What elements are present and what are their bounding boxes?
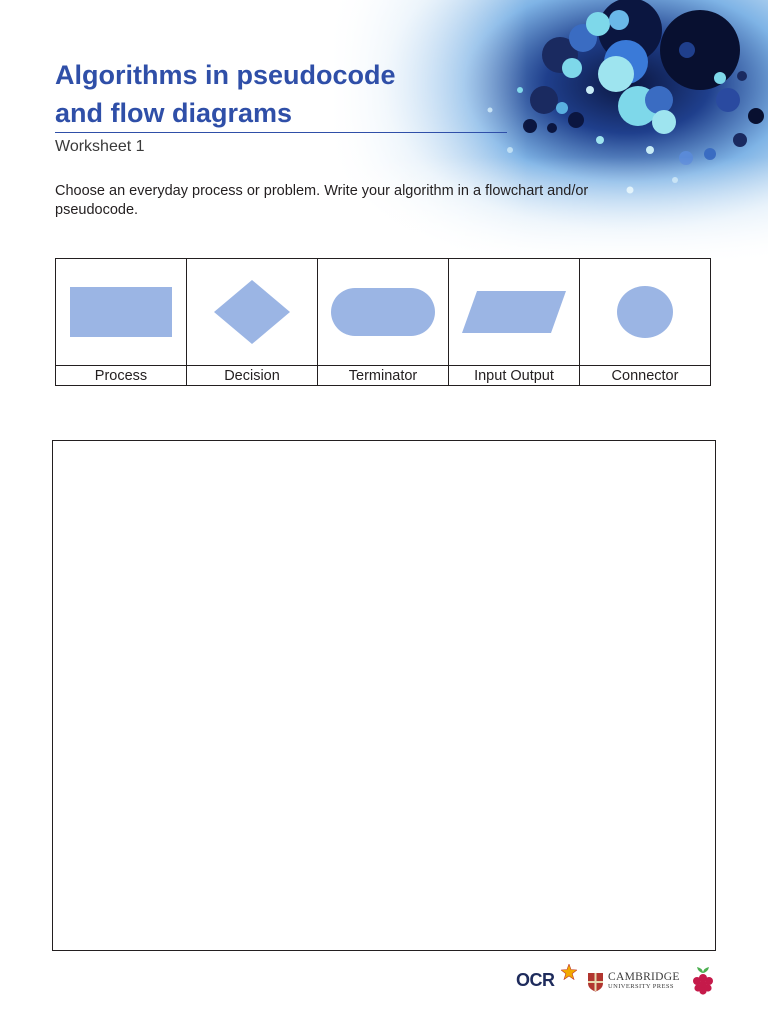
- symbol-label-connector: Connector: [580, 366, 711, 386]
- answer-area[interactable]: [52, 440, 716, 951]
- title-line-2: and flow diagrams: [55, 98, 293, 128]
- ocr-logo: OCR: [516, 970, 555, 990]
- flowchart-symbols-table: [55, 258, 711, 386]
- cambridge-logo-name: CAMBRIDGE: [608, 971, 680, 983]
- worksheet-subtitle: Worksheet 1: [55, 138, 145, 155]
- ocr-star-icon: [561, 964, 577, 980]
- input-output-parallelogram-icon: [461, 290, 567, 334]
- raspberry-pi-logo-icon: [688, 964, 718, 998]
- connector-cell: [580, 259, 711, 366]
- title-divider: [55, 132, 507, 133]
- decision-diamond-icon: [213, 279, 291, 345]
- symbol-label-decision: Decision: [187, 366, 318, 386]
- decision-cell: [187, 259, 318, 366]
- connector-circle-icon: [616, 285, 674, 339]
- title-line-1: Algorithms in pseudocode: [55, 60, 396, 90]
- instructions-text: Choose an everyday process or problem. Write your algorithm in a flowchart and/or pseudocode.: [55, 183, 589, 218]
- publisher-logos: [516, 964, 721, 1000]
- cambridge-logo-press: UNIVERSITY PRESS: [608, 983, 674, 990]
- input-output-cell: [449, 259, 580, 366]
- symbol-label-process: Process: [56, 366, 187, 386]
- symbol-label-input-output: Input Output: [449, 366, 580, 386]
- symbol-label-terminator: Terminator: [318, 366, 449, 386]
- terminator-cell: [318, 259, 449, 366]
- header-bubble-artwork: [330, 0, 768, 262]
- cambridge-shield-icon: [587, 972, 604, 992]
- process-cell: [56, 259, 187, 366]
- process-rectangle-icon: [69, 286, 173, 338]
- terminator-rounded-rectangle-icon: [330, 287, 436, 337]
- page-title: [55, 56, 396, 132]
